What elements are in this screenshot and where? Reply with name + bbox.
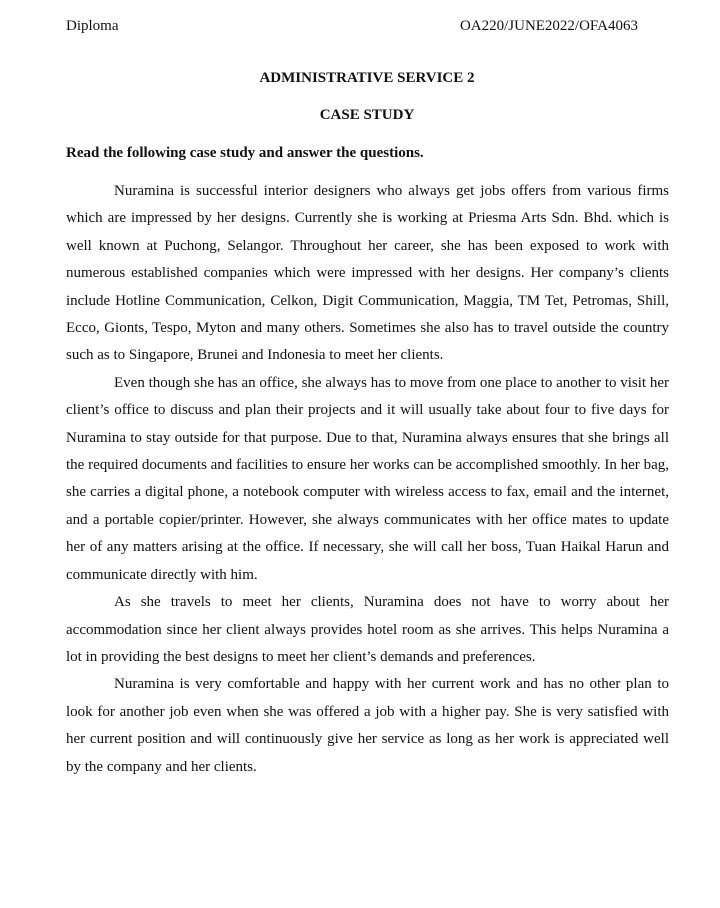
course-title: ADMINISTRATIVE SERVICE 2: [259, 70, 475, 86]
paragraph: As she travels to meet her clients, Nuramina does not have to worry about her accommodation since her client always provides hotel room as she arrives. This helps Nuramina a lot in providing the best designs to meet her client’s demands and preferences.: [66, 594, 669, 665]
header-exam-code: OA220/JUNE2022/OFA4063: [459, 18, 638, 34]
paragraph: Even though she has an office, she always has to move from one place to another to visit her client’s office to discuss and plan their projects and it will usually take about four to five days for Nuramina to stay outside for that purpose. Due to that, Nuramina always ensures that she brings all the required documents and facilities to ensure her works can be accomplished smoothly. In her bag, she carries a digital phone, a notebook computer with wireless access to fax, email and the internet, and a portable copier/printer. However, she always communicates with her office mates to update her of any matters arising at the office. If necessary, she will call her boss, Tuan Haikal Harun and communicate directly with him.: [66, 374, 669, 583]
case-study-body: [66, 178, 669, 781]
paragraph: Nuramina is very comfortable and happy with her current work and has no other plan to look for another job even when she was offered a job with a higher pay. She is very satisfied with her current position and will continuously give her service as long as her work is appreciated well by the company and her clients.: [66, 676, 669, 775]
instruction-text: Read the following case study and answer the questions.: [66, 145, 424, 161]
paragraph: Nuramina is successful interior designers who always get jobs offers from various firms which are impressed by her designs. Currently she is working at Priesma Arts Sdn. Bhd. which is well known at Puchong, Selangor. Throughout her career, she has been exposed to work with numerous established companies which were impressed with her designs. Her company’s clients include Hotline Communication, Celkon, Digit Communication, Maggia, TM Tet, Petromas, Shill, Ecco, Gionts, Tespo, Myton and many others. Sometimes she also has to travel outside the country such as to Singapore, Brunei and Indonesia to meet her clients.: [66, 183, 669, 364]
section-title: CASE STUDY: [319, 107, 415, 123]
header-program: Diploma: [66, 18, 119, 34]
